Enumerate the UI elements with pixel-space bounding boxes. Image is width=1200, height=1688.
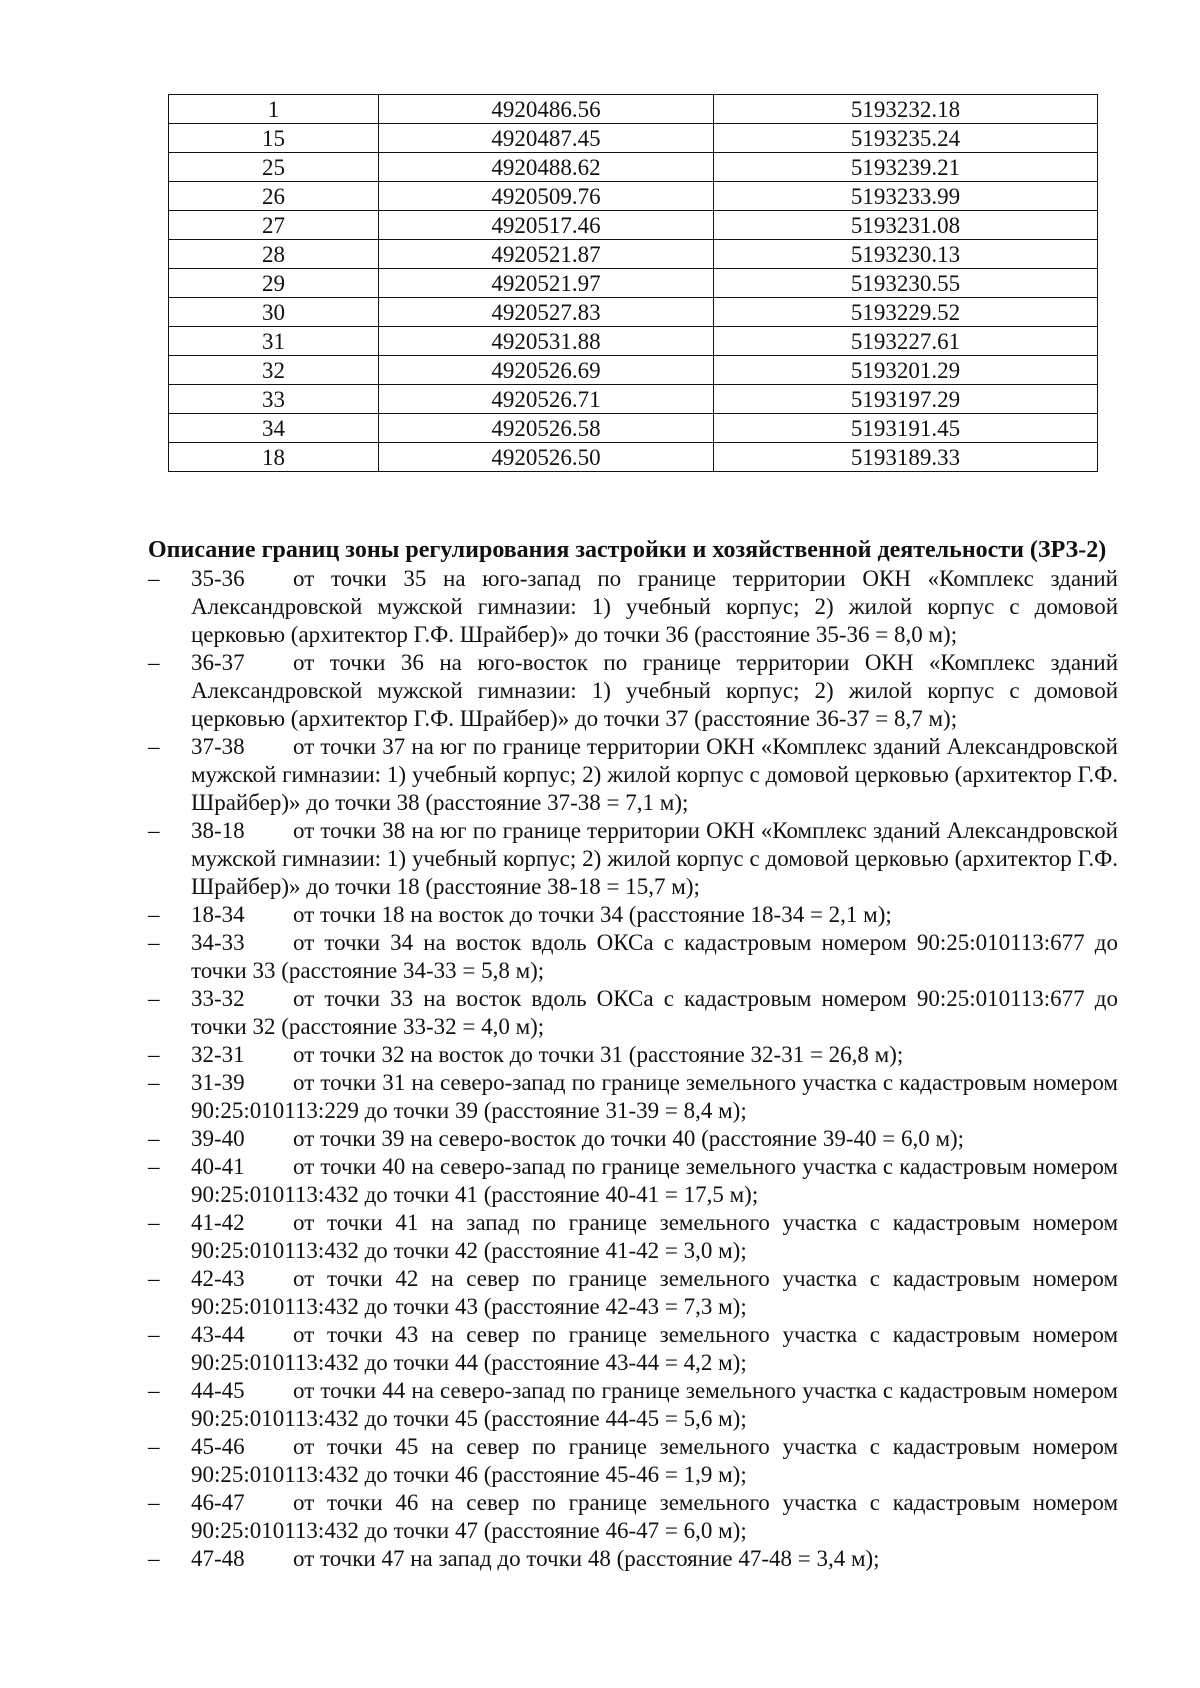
list-item [148, 1265, 1118, 1321]
list-item [148, 1321, 1118, 1377]
table-row [169, 153, 1098, 182]
table-row [169, 356, 1098, 385]
x-coordinate-cell: 4920517.46 [379, 211, 714, 240]
list-dash: – [148, 818, 160, 843]
x-coordinate-cell: 4920531.88 [379, 327, 714, 356]
point-number-cell: 30 [169, 298, 379, 327]
segment-code: 31-39 [191, 1070, 245, 1095]
segment-description: от точки 36 на юго-восток по границе территории ОКН «Комплекс зданий Александровской мужской гимназии: 1) учебный корпус; 2) жилой корпус с домовой церковью (архитектор Г.Ф. Шрайбер)» до точки 37 (расстояние 36-37 = 8,7 м); [191, 650, 1118, 731]
segment-description: от точки 35 на юго-запад по границе территории ОКН «Комплекс зданий Александровской мужской гимназии: 1) учебный корпус; 2) жилой корпус с домовой церковью (архитектор Г.Ф. Шрайбер)» до точки 36 (расстояние 35-36 = 8,0 м); [191, 566, 1118, 647]
point-number-cell: 15 [169, 124, 379, 153]
table-row [169, 414, 1098, 443]
point-number-cell: 27 [169, 211, 379, 240]
segment-code: 40-41 [191, 1154, 245, 1179]
list-item [148, 1041, 1118, 1069]
y-coordinate-cell: 5193227.61 [714, 327, 1098, 356]
list-item [148, 817, 1118, 901]
segment-code: 32-31 [191, 1042, 245, 1067]
point-number-cell: 34 [169, 414, 379, 443]
list-item [148, 985, 1118, 1041]
table-row [169, 240, 1098, 269]
table-row [169, 327, 1098, 356]
x-coordinate-cell: 4920526.71 [379, 385, 714, 414]
list-item [148, 733, 1118, 817]
y-coordinate-cell: 5193239.21 [714, 153, 1098, 182]
segment-description: от точки 32 на восток до точки 31 (расстояние 32-31 = 26,8 м); [293, 1042, 904, 1067]
list-dash: – [148, 1266, 160, 1291]
segment-description: от точки 42 на север по границе земельного участка с кадастровым номером 90:25:010113:432 до точки 43 (расстояние 42-43 = 7,3 м); [191, 1266, 1118, 1319]
list-dash: – [148, 1126, 160, 1151]
segment-code: 43-44 [191, 1322, 245, 1347]
list-dash: – [148, 566, 160, 591]
x-coordinate-cell: 4920487.45 [379, 124, 714, 153]
point-number-cell: 18 [169, 443, 379, 472]
list-dash: – [148, 1322, 160, 1347]
segment-description: от точки 47 на запад до точки 48 (расстояние 47-48 = 3,4 м); [293, 1546, 880, 1571]
segment-code: 47-48 [191, 1546, 245, 1571]
list-item [148, 649, 1118, 733]
list-dash: – [148, 986, 160, 1011]
list-dash: – [148, 1490, 160, 1515]
segment-code: 38-18 [191, 818, 245, 843]
coordinates-table-body [169, 95, 1098, 472]
segment-description: от точки 39 на северо-восток до точки 40 (расстояние 39-40 = 6,0 м); [293, 1126, 965, 1151]
list-dash: – [148, 1378, 160, 1403]
list-item [148, 565, 1118, 649]
list-dash: – [148, 1210, 160, 1235]
list-dash: – [148, 650, 160, 675]
list-item [148, 1489, 1118, 1545]
list-item [148, 901, 1118, 929]
list-dash: – [148, 1070, 160, 1095]
y-coordinate-cell: 5193230.55 [714, 269, 1098, 298]
segment-code: 18-34 [191, 902, 245, 927]
list-item [148, 1433, 1118, 1489]
segment-code: 34-33 [191, 930, 245, 955]
list-item [148, 1069, 1118, 1125]
y-coordinate-cell: 5193231.08 [714, 211, 1098, 240]
x-coordinate-cell: 4920526.69 [379, 356, 714, 385]
segment-description: от точки 37 на юг по границе территории ОКН «Комплекс зданий Александровской мужской гимназии: 1) учебный корпус; 2) жилой корпус с домовой церковью (архитектор Г.Ф. Шрайбер)» до точки 38 (расстояние 37-38 = 7,1 м); [191, 734, 1118, 815]
segment-code: 46-47 [191, 1490, 245, 1515]
x-coordinate-cell: 4920526.50 [379, 443, 714, 472]
segment-description: от точки 43 на север по границе земельного участка с кадастровым номером 90:25:010113:432 до точки 44 (расстояние 43-44 = 4,2 м); [191, 1322, 1118, 1375]
segment-code: 33-32 [191, 986, 245, 1011]
x-coordinate-cell: 4920521.87 [379, 240, 714, 269]
point-number-cell: 33 [169, 385, 379, 414]
y-coordinate-cell: 5193189.33 [714, 443, 1098, 472]
list-dash: – [148, 930, 160, 955]
y-coordinate-cell: 5193232.18 [714, 95, 1098, 124]
point-number-cell: 31 [169, 327, 379, 356]
list-dash: – [148, 734, 160, 759]
segment-code: 45-46 [191, 1434, 245, 1459]
segment-code: 36-37 [191, 650, 245, 675]
segment-code: 35-36 [191, 566, 245, 591]
list-dash: – [148, 902, 160, 927]
segment-description: от точки 38 на юг по границе территории ОКН «Комплекс зданий Александровской мужской гимназии: 1) учебный корпус; 2) жилой корпус с домовой церковью (архитектор Г.Ф. Шрайбер)» до точки 18 (расстояние 38-18 = 15,7 м); [191, 818, 1118, 899]
list-dash: – [148, 1042, 160, 1067]
point-number-cell: 26 [169, 182, 379, 211]
segment-description: от точки 34 на восток вдоль ОКСа с кадастровым номером 90:25:010113:677 до точки 33 (расстояние 34-33 = 5,8 м); [191, 930, 1118, 983]
x-coordinate-cell: 4920486.56 [379, 95, 714, 124]
segment-description: от точки 40 на северо-запад по границе земельного участка с кадастровым номером 90:25:010113:432 до точки 41 (расстояние 40-41 = 17,5 м); [191, 1154, 1118, 1207]
list-item [148, 1545, 1118, 1573]
point-number-cell: 29 [169, 269, 379, 298]
segment-description: от точки 18 на восток до точки 34 (расстояние 18-34 = 2,1 м); [293, 902, 892, 927]
y-coordinate-cell: 5193197.29 [714, 385, 1098, 414]
y-coordinate-cell: 5193191.45 [714, 414, 1098, 443]
list-dash: – [148, 1546, 160, 1571]
boundary-description-list [148, 565, 1118, 1573]
x-coordinate-cell: 4920526.58 [379, 414, 714, 443]
point-number-cell: 28 [169, 240, 379, 269]
segment-code: 42-43 [191, 1266, 245, 1291]
list-dash: – [148, 1154, 160, 1179]
table-row [169, 298, 1098, 327]
segment-code: 39-40 [191, 1126, 245, 1151]
x-coordinate-cell: 4920509.76 [379, 182, 714, 211]
list-item [148, 929, 1118, 985]
y-coordinate-cell: 5193233.99 [714, 182, 1098, 211]
section-heading: Описание границ зоны регулирования застройки и хозяйственной деятельности (ЗРЗ-2) [148, 537, 1107, 563]
list-item [148, 1377, 1118, 1433]
list-item [148, 1209, 1118, 1265]
segment-description: от точки 31 на северо-запад по границе земельного участка с кадастровым номером 90:25:010113:229 до точки 39 (расстояние 31-39 = 8,4 м); [191, 1070, 1118, 1123]
coordinates-table [168, 94, 1098, 472]
y-coordinate-cell: 5193229.52 [714, 298, 1098, 327]
list-item [148, 1125, 1118, 1153]
y-coordinate-cell: 5193235.24 [714, 124, 1098, 153]
segment-code: 41-42 [191, 1210, 245, 1235]
table-row [169, 385, 1098, 414]
segment-code: 37-38 [191, 734, 245, 759]
segment-description: от точки 46 на север по границе земельного участка с кадастровым номером 90:25:010113:432 до точки 47 (расстояние 46-47 = 6,0 м); [191, 1490, 1118, 1543]
segment-code: 44-45 [191, 1378, 245, 1403]
list-dash: – [148, 1434, 160, 1459]
x-coordinate-cell: 4920527.83 [379, 298, 714, 327]
table-row [169, 211, 1098, 240]
y-coordinate-cell: 5193230.13 [714, 240, 1098, 269]
point-number-cell: 1 [169, 95, 379, 124]
segment-description: от точки 41 на запад по границе земельного участка с кадастровым номером 90:25:010113:432 до точки 42 (расстояние 41-42 = 3,0 м); [191, 1210, 1118, 1263]
y-coordinate-cell: 5193201.29 [714, 356, 1098, 385]
table-row [169, 124, 1098, 153]
list-item [148, 1153, 1118, 1209]
x-coordinate-cell: 4920521.97 [379, 269, 714, 298]
segment-description: от точки 33 на восток вдоль ОКСа с кадастровым номером 90:25:010113:677 до точки 32 (расстояние 33-32 = 4,0 м); [191, 986, 1118, 1039]
segment-description: от точки 45 на север по границе земельного участка с кадастровым номером 90:25:010113:432 до точки 46 (расстояние 45-46 = 1,9 м); [191, 1434, 1118, 1487]
table-row [169, 443, 1098, 472]
point-number-cell: 25 [169, 153, 379, 182]
x-coordinate-cell: 4920488.62 [379, 153, 714, 182]
point-number-cell: 32 [169, 356, 379, 385]
table-row [169, 269, 1098, 298]
segment-description: от точки 44 на северо-запад по границе земельного участка с кадастровым номером 90:25:010113:432 до точки 45 (расстояние 44-45 = 5,6 м); [191, 1378, 1118, 1431]
table-row [169, 182, 1098, 211]
table-row [169, 95, 1098, 124]
